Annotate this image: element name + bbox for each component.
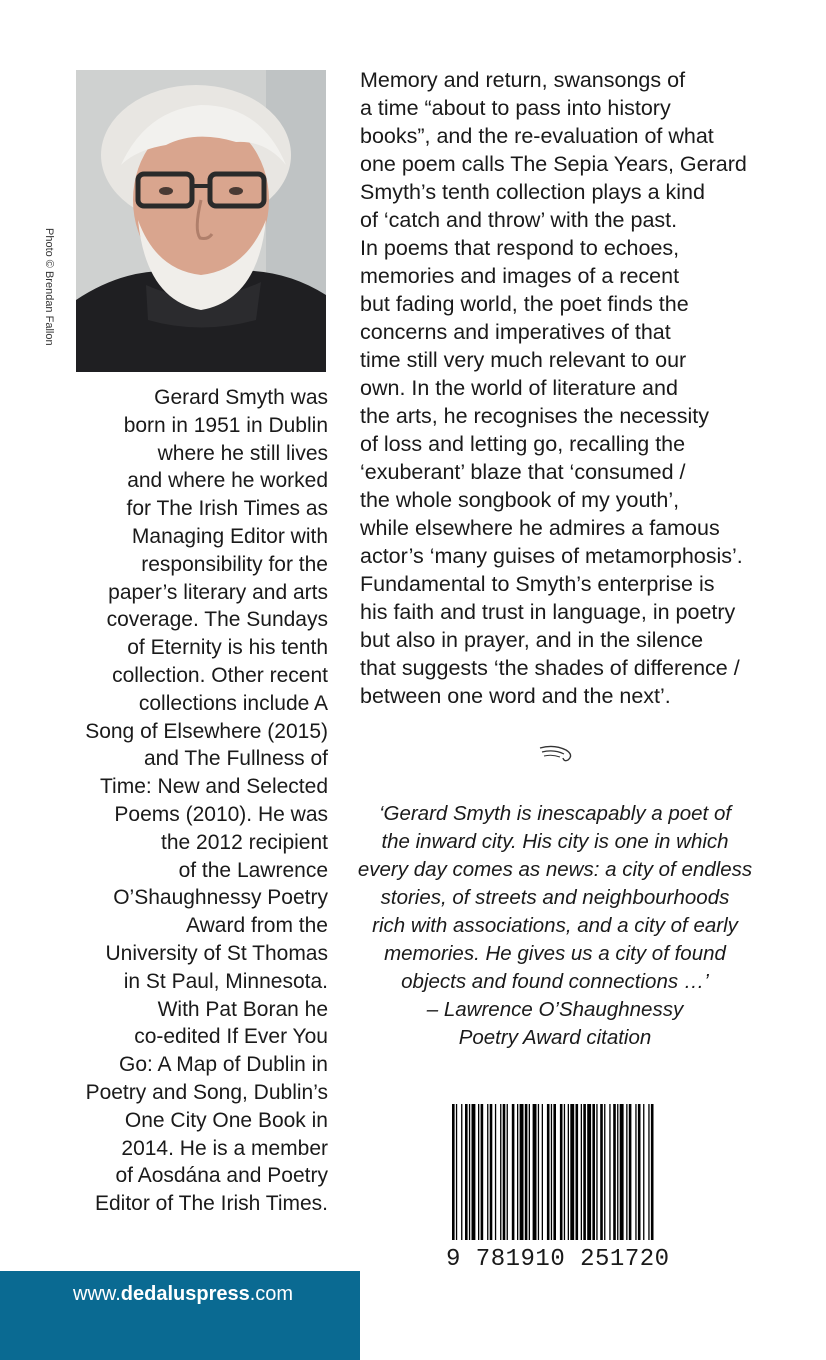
book-blurb xyxy=(360,66,760,710)
bio-line: Managing Editor with xyxy=(131,524,328,548)
bio-line: for The Irish Times as xyxy=(126,497,328,521)
blurb-line: Smyth’s tenth collection plays a kind xyxy=(360,180,705,204)
bio-line: Gerard Smyth was xyxy=(154,386,328,409)
barcode-bar xyxy=(512,1104,515,1240)
barcode-bar xyxy=(503,1104,506,1240)
barcode-bar xyxy=(533,1104,537,1240)
blurb-line: own. In the world of literature and xyxy=(360,376,678,400)
barcode-bar xyxy=(576,1104,579,1240)
barcode-bar xyxy=(600,1104,603,1240)
barcode-bar xyxy=(529,1104,530,1240)
barcode-bar xyxy=(481,1104,484,1240)
bio-line: of Aosdána and Poetry xyxy=(115,1164,328,1188)
bio-line: Poems (2010). He was xyxy=(114,802,328,826)
barcode-bar xyxy=(626,1104,627,1240)
bio-line: Time: New and Selected xyxy=(100,775,328,799)
blurb-line: between one word and the next’. xyxy=(360,684,671,708)
barcode-bar xyxy=(635,1104,636,1240)
barcode-bar xyxy=(587,1104,591,1240)
blurb-line: his faith and trust in language, in poetry xyxy=(360,600,736,624)
author-bio xyxy=(78,384,328,1218)
isbn-digits: 9 781910 251720 xyxy=(446,1246,670,1273)
blurb-line: actor’s ‘many guises of metamorphosis’. xyxy=(360,544,743,568)
barcode-bar xyxy=(478,1104,479,1240)
photo-credit: Photo © Brendan Fallon xyxy=(43,228,55,346)
blurb-line: of loss and letting go, recalling the xyxy=(360,432,686,456)
blurb-line: but fading world, the poet finds the xyxy=(360,292,689,316)
bio-line: University of St Thomas xyxy=(105,941,328,965)
barcode-bar xyxy=(604,1104,605,1240)
barcode-bar xyxy=(487,1104,488,1240)
bio-line: and The Fullness of xyxy=(143,747,328,771)
barcode-bar xyxy=(592,1104,595,1240)
quote-line: objects and found connections …’ xyxy=(401,970,709,993)
blurb-line: but also in prayer, and in the silence xyxy=(360,628,704,652)
bio-line: Song of Elsewhere (2015) xyxy=(85,719,328,743)
barcode-bar xyxy=(568,1104,569,1240)
barcode-bar xyxy=(638,1104,641,1240)
bio-line: of Eternity is his tenth xyxy=(127,636,328,660)
barcode-bar xyxy=(520,1104,524,1240)
quote-attribution: Poetry Award citation xyxy=(458,1026,652,1049)
barcode-bar xyxy=(452,1104,455,1240)
quote-line: memories. He gives us a city of found xyxy=(384,942,726,965)
bio-line: 2014. He is a member xyxy=(121,1136,328,1160)
barcode-bar xyxy=(542,1104,543,1240)
barcode-bar xyxy=(617,1104,618,1240)
barcode-bar xyxy=(570,1104,574,1240)
bio-line: collection. Other recent xyxy=(112,663,328,687)
barcode-bar xyxy=(613,1104,616,1240)
blurb-line: a time “about to pass into history xyxy=(360,96,671,120)
barcode-bar xyxy=(583,1104,586,1240)
barcode-bar xyxy=(461,1104,462,1240)
bio-line: coverage. The Sundays xyxy=(106,608,328,632)
barcode-bar xyxy=(456,1104,457,1240)
barcode-bar xyxy=(551,1104,552,1240)
barcode-bar xyxy=(629,1104,632,1240)
bio-line: co-edited If Ever You xyxy=(134,1025,328,1049)
blurb-line: that suggests ‘the shades of difference / xyxy=(360,656,740,680)
blurb-line: In poems that respond to echoes, xyxy=(360,236,680,260)
blurb-line: Fundamental to Smyth’s enterprise is xyxy=(360,572,715,596)
barcode-bar xyxy=(538,1104,539,1240)
barcode-bar xyxy=(648,1104,649,1240)
blurb-line: of ‘catch and throw’ with the past. xyxy=(360,208,678,232)
bio-line: O’Shaughnessy Poetry xyxy=(113,886,328,910)
publisher-footer xyxy=(0,1271,360,1360)
bio-line: With Pat Boran he xyxy=(157,997,328,1021)
barcode-bar xyxy=(500,1104,501,1240)
barcode-bar xyxy=(609,1104,610,1240)
bio-line: where he still lives xyxy=(157,441,328,465)
blurb-line: concerns and imperatives of that xyxy=(360,320,671,344)
barcode-bar xyxy=(564,1104,565,1240)
blurb-line: the whole songbook of my youth’, xyxy=(360,488,680,512)
quote-line: stories, of streets and neighbourhoods xyxy=(380,886,730,909)
url-suffix: .com xyxy=(249,1283,294,1305)
bio-line: of the Lawrence xyxy=(178,858,328,882)
url-prefix: www. xyxy=(73,1283,121,1305)
bio-line: in St Paul, Minnesota. xyxy=(123,969,328,993)
bio-line: One City One Book in xyxy=(124,1108,328,1132)
barcode-bar xyxy=(620,1104,624,1240)
barcode-bar xyxy=(517,1104,518,1240)
quote-line: the inward city. His city is one in which xyxy=(381,830,729,853)
award-quote xyxy=(352,800,758,1052)
blurb-line: while elsewhere he admires a famous xyxy=(360,516,720,540)
barcode-bar xyxy=(560,1104,563,1240)
blurb-line: one poem calls The Sepia Years, Gerard xyxy=(360,152,747,176)
blurb-line: ‘exuberant’ blaze that ‘consumed / xyxy=(360,460,686,484)
barcode-bar xyxy=(507,1104,508,1240)
barcode-bar xyxy=(596,1104,597,1240)
barcode-bar xyxy=(490,1104,493,1240)
bio-line: Editor of The Irish Times. xyxy=(94,1192,328,1216)
barcode-bar xyxy=(465,1104,468,1240)
barcode-bar xyxy=(547,1104,550,1240)
quote-line: rich with associations, and a city of early xyxy=(372,914,738,937)
bio-line: collections include A xyxy=(138,691,328,715)
barcode-bar xyxy=(469,1104,470,1240)
blurb-line: Memory and return, swansongs of xyxy=(360,68,686,92)
barcode-bar xyxy=(553,1104,556,1240)
quote-attribution: – Lawrence O’Shaughnessy xyxy=(426,998,684,1021)
blurb-line: books”, and the re-evaluation of what xyxy=(360,124,714,148)
quote-line: ‘Gerard Smyth is inescapably a poet of xyxy=(378,802,732,825)
bio-line: paper’s literary and arts xyxy=(108,580,328,604)
barcode-bar xyxy=(651,1104,654,1240)
bio-line: Award from the xyxy=(185,914,328,938)
barcode-bar xyxy=(525,1104,528,1240)
url-domain: dedaluspress xyxy=(120,1283,250,1305)
blurb-line: memories and images of a recent xyxy=(360,264,680,288)
barcode-bar xyxy=(472,1104,476,1240)
blurb-line: the arts, he recognises the necessity xyxy=(360,404,709,428)
bio-line: responsibility for the xyxy=(141,552,328,576)
barcode-bar xyxy=(581,1104,582,1240)
blurb-line: time still very much relevant to our xyxy=(360,348,687,372)
swirl-ornament-icon xyxy=(536,742,576,771)
bio-line: Poetry and Song, Dublin’s xyxy=(85,1080,328,1104)
bio-line: Go: A Map of Dublin in xyxy=(119,1053,328,1077)
bio-line: born in 1951 in Dublin xyxy=(123,413,328,437)
bio-line: and where he worked xyxy=(127,469,328,493)
bio-line: the 2012 recipient xyxy=(161,830,328,854)
quote-line: every day comes as news: a city of endless xyxy=(357,858,753,881)
publisher-url[interactable] xyxy=(73,1283,293,1306)
author-photo xyxy=(76,70,326,372)
barcode-bar xyxy=(643,1104,644,1240)
barcode-bar xyxy=(495,1104,496,1240)
